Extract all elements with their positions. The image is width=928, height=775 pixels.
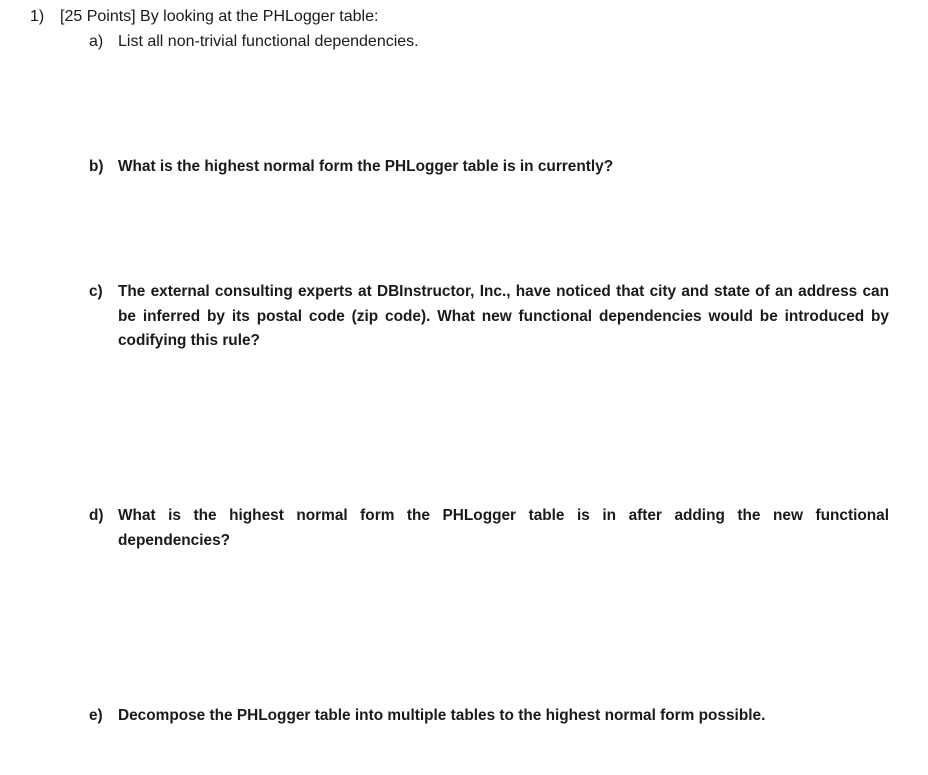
part-b xyxy=(89,155,889,180)
part-text: What is the highest normal form the PHLogger table is in currently? xyxy=(118,158,614,175)
part-d xyxy=(89,504,889,553)
part-a xyxy=(89,30,889,55)
part-letter: e) xyxy=(89,707,103,724)
question-number: 1) xyxy=(30,8,45,25)
part-letter: d) xyxy=(89,507,104,524)
part-letter: a) xyxy=(89,33,104,50)
part-text: The external consulting experts at DBInstructor, Inc., have noticed that city and state of an address can be inferred by its postal code (zip code). What new functional dependencies would be introduced by codifying this rule? xyxy=(118,283,889,349)
part-e xyxy=(89,704,889,729)
part-letter: c) xyxy=(89,283,103,300)
part-letter: b) xyxy=(89,158,104,175)
question-header xyxy=(30,6,378,28)
part-text: List all non-trivial functional dependencies. xyxy=(118,33,419,50)
part-text: Decompose the PHLogger table into multiple tables to the highest normal form possible. xyxy=(118,707,766,724)
part-c xyxy=(89,280,889,354)
question-title: [25 Points] By looking at the PHLogger table: xyxy=(60,8,379,25)
part-text: What is the highest normal form the PHLogger table is in after adding the new functional dependencies? xyxy=(118,507,889,549)
